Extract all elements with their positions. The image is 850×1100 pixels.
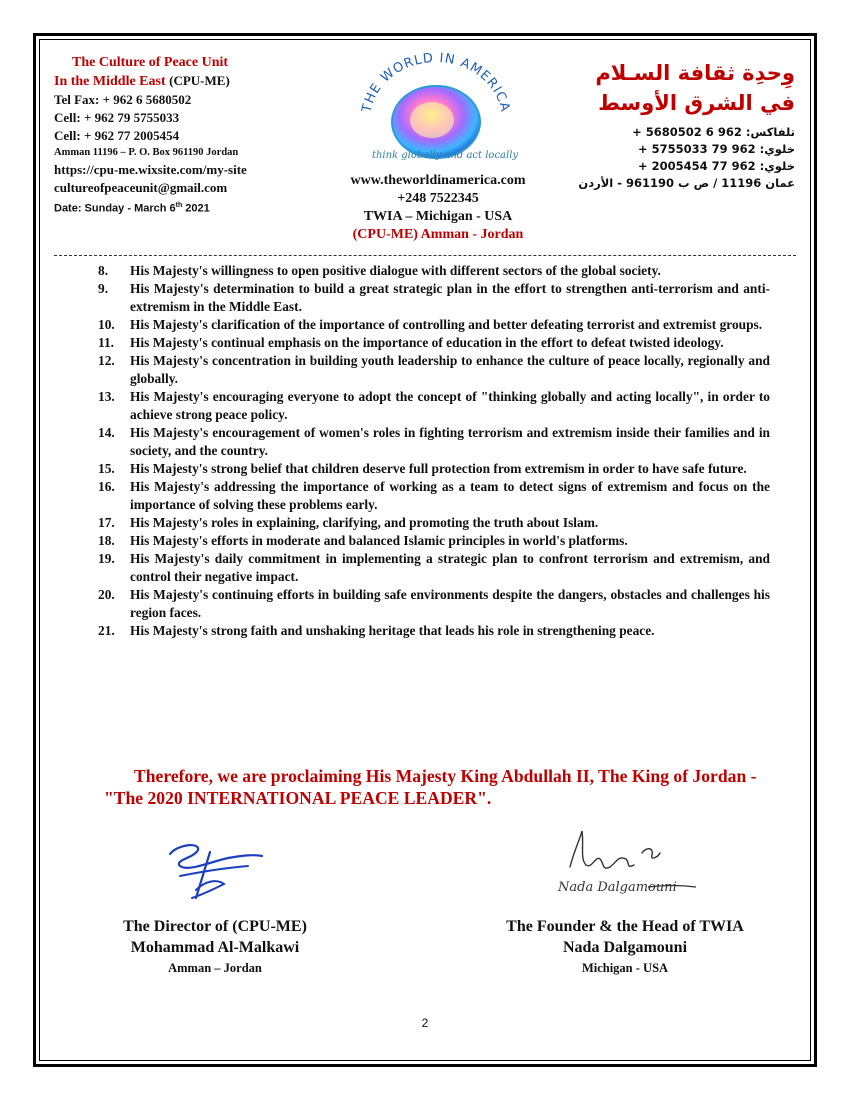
email-link[interactable]: cultureofpeaceunit@gmail.com bbox=[54, 180, 228, 195]
list-item bbox=[98, 280, 770, 316]
arabic-cell-1: خلوي: 962 79 5755033 + bbox=[637, 142, 795, 156]
list-item bbox=[98, 460, 770, 478]
list-item bbox=[98, 550, 770, 586]
founder-role: The Founder & the Head of TWIA bbox=[506, 918, 744, 935]
item-text: His Majesty's roles in explaining, clarifying, and promoting the truth about Islam. bbox=[130, 515, 599, 530]
item-text: His Majesty's daily commitment in implementing a strategic plan to confront terrorism and extremism, and control their negative impact. bbox=[130, 551, 770, 584]
header-center-contact bbox=[318, 172, 558, 244]
item-text: His Majesty's determination to build a great strategic plan in the effort to strengthen anti-terrorism and anti-extremism in the Middle East. bbox=[130, 281, 770, 314]
item-number: 8. bbox=[98, 263, 109, 278]
item-number: 14. bbox=[98, 425, 115, 440]
address: Amman 11196 – P. O. Box 961190 Jordan bbox=[54, 147, 239, 158]
achievements-list bbox=[98, 262, 770, 640]
item-number: 11. bbox=[98, 335, 114, 350]
director-role: The Director of (CPU-ME) bbox=[123, 918, 307, 935]
arabic-address: عمان 11196 / ص ب 961190 - الأردن bbox=[578, 176, 795, 190]
founder-location: Michigan - USA bbox=[581, 961, 669, 975]
item-number: 18. bbox=[98, 533, 115, 548]
item-text: His Majesty's strong belief that children deserve full protection from extremism in order to have safe future. bbox=[130, 461, 747, 476]
founder-signature bbox=[530, 825, 700, 905]
org-name-red: In the Middle East bbox=[54, 74, 170, 89]
list-item bbox=[98, 334, 770, 352]
logo-arc-text: THE WORLD IN AMERICA bbox=[359, 50, 513, 114]
org-name-line2 bbox=[54, 72, 314, 91]
director-name: Mohammad Al-Malkawi bbox=[130, 939, 300, 956]
item-text: His Majesty's concentration in building youth leadership to enhance the culture of peace locally, regionally and globally. bbox=[130, 353, 770, 386]
twia-location: TWIA – Michigan - USA bbox=[363, 209, 513, 224]
proclamation: Therefore, we are proclaiming His Majesty King Abdullah II, The King of Jordan - "The 2020 INTERNATIONAL PEACE LEADER". bbox=[104, 766, 757, 808]
arabic-telfax: تلفاكس: 962 6 5680502 + bbox=[632, 125, 795, 139]
logo-tagline: think globally and act locally bbox=[371, 150, 519, 161]
org-acronym: (CPU-ME) bbox=[169, 73, 230, 88]
header-left-contact bbox=[54, 54, 314, 218]
list-item bbox=[98, 586, 770, 622]
list-item bbox=[98, 388, 770, 424]
item-text: His Majesty's continuing efforts in building safe environments despite the dangers, obstacles and challenges his region faces. bbox=[130, 587, 770, 620]
item-number: 19. bbox=[98, 551, 115, 566]
director-signature-block bbox=[90, 916, 340, 978]
item-number: 20. bbox=[98, 587, 115, 602]
list-item bbox=[98, 514, 770, 532]
list-item bbox=[98, 316, 770, 334]
arabic-org-title-1: وِحدِة ثقافة السـلام bbox=[595, 61, 795, 85]
org-name-line1: The Culture of Peace Unit bbox=[72, 55, 229, 70]
item-number: 9. bbox=[98, 281, 109, 296]
document-date: Date: Sunday - March 6th 2021 bbox=[54, 202, 210, 215]
item-number: 21. bbox=[98, 623, 115, 638]
item-text: His Majesty's strong faith and unshaking heritage that leads his role in strengthening peace. bbox=[130, 623, 655, 638]
arabic-cell-2: خلوي: 962 77 2005454 + bbox=[637, 159, 795, 173]
cell-1: Cell: + 962 79 5755033 bbox=[54, 110, 180, 125]
header-divider bbox=[54, 255, 796, 256]
cell-2: Cell: + 962 77 2005454 bbox=[54, 128, 180, 143]
list-item bbox=[98, 532, 770, 550]
item-number: 17. bbox=[98, 515, 115, 530]
item-text: His Majesty's continual emphasis on the importance of education in the effort to defeat twisted ideology. bbox=[130, 335, 724, 350]
item-number: 12. bbox=[98, 353, 115, 368]
header-right-arabic bbox=[555, 58, 795, 192]
arabic-org-title-2: في الشرق الأوسط bbox=[598, 91, 795, 115]
list-item bbox=[98, 352, 770, 388]
cpu-location: (CPU-ME) Amman - Jordan bbox=[352, 227, 524, 242]
list-item bbox=[98, 262, 770, 280]
item-text: His Majesty's encouragement of women's roles in fighting terrorism and extremism inside their families and in society, and the country. bbox=[130, 425, 770, 458]
founder-name: Nada Dalgamouni bbox=[562, 939, 688, 956]
telfax: Tel Fax: + 962 6 5680502 bbox=[54, 92, 192, 107]
item-text: His Majesty's willingness to open positive dialogue with different sectors of the global society. bbox=[130, 263, 661, 278]
item-text: His Majesty's encouraging everyone to adopt the concept of "thinking globally and acting locally", in order to achieve strong peace policy. bbox=[130, 389, 770, 422]
twia-phone: +248 7522345 bbox=[397, 191, 479, 206]
founder-signature-text: Nada Dalgamouni bbox=[558, 880, 677, 895]
list-item bbox=[98, 478, 770, 514]
director-location: Amman – Jordan bbox=[168, 961, 262, 975]
director-signature bbox=[140, 832, 280, 904]
website-link[interactable]: https://cpu-me.wixsite.com/my-site bbox=[54, 162, 247, 177]
item-text: His Majesty's efforts in moderate and balanced Islamic principles in world's platforms. bbox=[130, 533, 628, 548]
list-item bbox=[98, 622, 770, 640]
list-item bbox=[98, 424, 770, 460]
item-text: His Majesty's addressing the importance of working as a team to detect signs of extremism and focus on the importance of solving these problems early. bbox=[130, 479, 770, 512]
item-number: 10. bbox=[98, 317, 115, 332]
item-number: 16. bbox=[98, 479, 115, 494]
twia-website-link[interactable]: www.theworldinamerica.com bbox=[350, 173, 526, 188]
page-number: 2 bbox=[421, 1016, 429, 1030]
item-text: His Majesty's clarification of the importance of controlling and better defeating terrorist and extremist groups. bbox=[130, 317, 763, 332]
item-number: 13. bbox=[98, 389, 115, 404]
item-number: 15. bbox=[98, 461, 115, 476]
founder-signature-block bbox=[470, 916, 780, 978]
